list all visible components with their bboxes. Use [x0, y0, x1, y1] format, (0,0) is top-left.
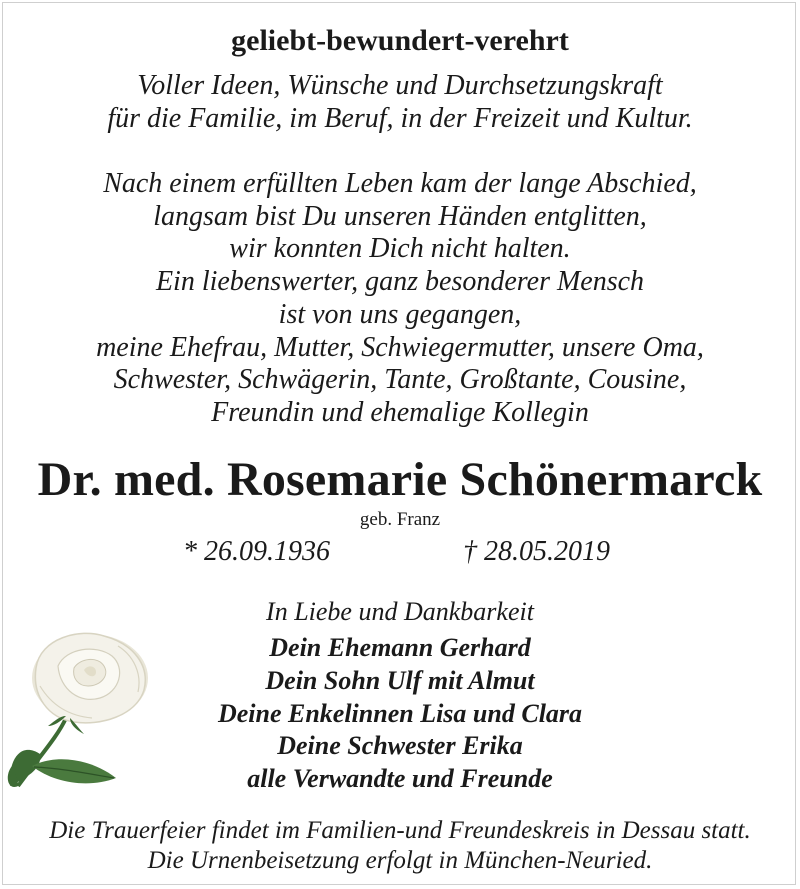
intro-text [0, 70, 800, 135]
mourner-line: alle Verwandte und Freunde [247, 764, 553, 794]
verse-line: langsam bist Du unseren Händen entglitten, [153, 200, 647, 232]
notice-line: Die Urnenbeisetzung erfolgt in München-Neuried. [147, 847, 653, 874]
notice-line: Die Trauerfeier findet im Familien-und Freundeskreis in Dessau statt. [49, 817, 751, 844]
motto-heading: geliebt-bewundert-verehrt [231, 24, 569, 57]
verse-line: Ein liebenswerter, ganz besonderer Mensch [155, 266, 645, 298]
verse-line: wir konnten Dich nicht halten. [229, 233, 571, 265]
mourner-line: Dein Sohn Ulf mit Almut [265, 665, 535, 695]
white-rose-icon [0, 626, 160, 796]
thanks-line: In Liebe und Dankbarkeit [266, 597, 534, 626]
mourner-line: Deine Schwester Erika [277, 731, 523, 761]
birth-name: geb. Franz [359, 509, 441, 530]
birth-date: * 26.09.1936 [183, 536, 330, 567]
ceremony-notice [0, 816, 800, 876]
mourner-line: Deine Enkelinnen Lisa und Clara [217, 698, 583, 728]
verse-line: Freundin und ehemalige Kollegin [211, 396, 589, 428]
verse-line: ist von uns gegangen, [278, 298, 522, 330]
verse-line: Schwester, Schwägerin, Tante, Großtante, Cousine, [113, 364, 687, 396]
mourner-line: Dein Ehemann Gerhard [269, 633, 531, 662]
deceased-name: Dr. med. Rosemarie Schönermarck [37, 453, 763, 506]
verse-line: Nach einem erfüllten Leben kam der lange Abschied, [103, 168, 697, 199]
intro-line: Voller Ideen, Wünsche und Durchsetzungskraft [137, 70, 663, 101]
verse-text [0, 168, 800, 430]
verse-line: meine Ehefrau, Mutter, Schwiegermutter, unsere Oma, [96, 331, 704, 363]
death-date: † 28.05.2019 [463, 536, 610, 567]
intro-line: für die Familie, im Beruf, in der Freizeit und Kultur. [107, 102, 693, 134]
